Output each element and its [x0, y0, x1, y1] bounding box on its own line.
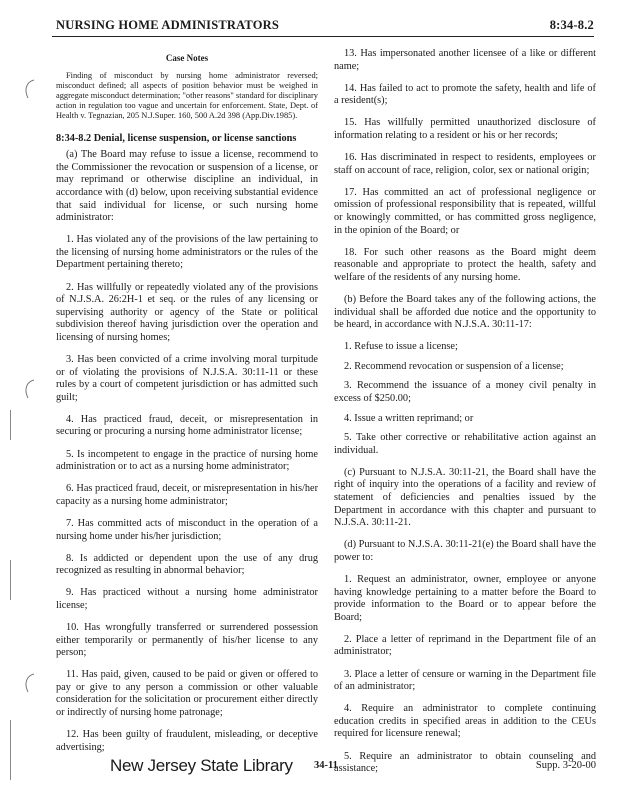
paragraph: 5. Is incompetent to engage in the practice of nursing home administration or to act as a nursing home administrator; — [56, 448, 318, 473]
punch-hole-mark-icon — [20, 378, 38, 402]
paragraph: 1. Refuse to issue a license; — [344, 341, 458, 353]
paragraph: 1. Request an administrator, owner, employee or anyone having knowledge pertaining to a matter before the Board to provide information to the Board or to appear before the Board; — [334, 574, 596, 623]
paragraph: (d) Pursuant to N.J.S.A. 30:11-21(e) the Board shall have the power to: — [334, 539, 596, 563]
margin-tick — [10, 410, 11, 440]
right-column — [334, 48, 596, 785]
paragraph: 3. Has been convicted of a crime involving moral turpitude or of violating the provisions of N.J.S.A. 30:11-11 or these rules by a court of competent jurisdiction or has admitted such guilt; — [56, 354, 318, 403]
paragraph: 2. Has willfully or repeatedly violated any of the provisions of N.J.S.A. 26:2H-1 et seq. or the rules of any licensing or supervising authority or agency of the State or political subdivision thereof having jurisdiction over the operation and licensing of nursing homes; — [56, 281, 318, 343]
section-heading: 8:34-8.2 Denial, license suspension, or license sanctions — [56, 132, 297, 144]
paragraph: 7. Has committed acts of misconduct in the operation of a nursing home under his/her jurisdiction; — [56, 517, 318, 542]
header-title: NURSING HOME ADMINISTRATORS — [56, 18, 280, 32]
paragraph: (c) Pursuant to N.J.S.A. 30:11-21, the Board shall have the right of inquiry into the operations of a facility and review of statement of deficiencies and penalties issued by the Department in accordance with this chapter and pursuant to N.J.S.A. 30:11-21. — [334, 466, 596, 529]
paragraph: 10. Has wrongfully transferred or surrendered possession either temporarily or permanently of his/her license to any person; — [56, 622, 318, 659]
paragraph: 18. For such other reasons as the Board might deem reasonable and appropriate to protect the health, safety and welfare of the residents of any nursing home. — [334, 246, 596, 283]
paragraph: 6. Has practiced fraud, deceit, or misrepresentation in his/her capacity as a nursing home administrator; — [56, 483, 318, 507]
paragraph: 2. Place a letter of reprimand in the Department file of an administrator; — [334, 633, 596, 658]
paragraph: 3. Recommend the issuance of a money civil penalty in excess of $250.00; — [334, 380, 596, 404]
left-column — [56, 48, 318, 764]
case-notes-body: Finding of misconduct by nursing home administrator reversed; misconduct defined; all aspects of position behavior must be weighed in aggregate misconduct determination; "other reasons" standard for disciplinary action in regulation too vague and uncertain for enforcement. State, Dept. of Health v. Tegnazian, 205 N.J.Super. 160, 500 A.2d 398 (App.Div.1985). — [56, 70, 318, 120]
paragraph: 8. Is addicted or dependent upon the use of any drug recognized as resulting in abnormal behavior; — [56, 552, 318, 577]
page-footer — [0, 752, 618, 784]
paragraph: 9. Has practiced without a nursing home administrator license; — [56, 587, 318, 611]
paragraph: 11. Has paid, given, caused to be paid or given or offered to pay or give to any person a commission or other valuable consideration for the solicitation or procurement either directly or indirectly of nursing home patronage; — [56, 669, 318, 719]
paragraph: 3. Place a letter of censure or warning in the Department file of an administrator; — [334, 668, 596, 693]
punch-hole-mark-icon — [20, 672, 38, 696]
punch-hole-mark-icon — [20, 78, 38, 102]
running-header — [52, 16, 594, 37]
paragraph: 1. Has violated any of the provisions of the law pertaining to the licensing of nursing home administrators or the rules of the Department pertaining thereto; — [56, 234, 318, 271]
paragraph: 13. Has impersonated another licensee of a like or different name; — [334, 48, 596, 72]
paragraph: 4. Require an administrator to complete continuing education credits in specified areas in addition to the CEUs required for licensure renewal; — [334, 703, 596, 740]
case-notes-title: Case Notes — [165, 53, 209, 63]
margin-tick — [10, 560, 11, 600]
supplement-date: Supp. 3-20-00 — [535, 760, 596, 771]
paragraph: 4. Issue a written reprimand; or — [344, 412, 474, 424]
paragraph: (b) Before the Board takes any of the following actions, the individual shall be afforded due notice and the opportunity to be heard, in accordance with N.J.S.A. 30:11-17: — [334, 293, 596, 331]
paragraph: 2. Recommend revocation or suspension of a license; — [344, 360, 564, 372]
header-section: 8:34-8.2 — [549, 18, 594, 32]
paragraph: 16. Has discriminated in respect to residents, employees or staff on account of race, religion, color, sex or national origin; — [334, 152, 596, 176]
library-stamp: New Jersey State Library — [110, 756, 293, 775]
paragraph: (a) The Board may refuse to issue a license, recommend to the Commissioner the revocation or suspension of a license, or may reprimand or otherwise discipline an individual, in accordance with (d) below, upon receiving substantial evidence that said individual for license, or such nursing home administrator: — [56, 149, 318, 224]
page-number: 34-11 — [314, 760, 338, 771]
paragraph: 5. Require an administrator to obtain counseling and assistance; — [334, 750, 596, 775]
binder-margin — [0, 0, 40, 800]
paragraph: 17. Has committed an act of professional negligence or omission of professional responsibility that is repeated, willful or knowingly committed, or has committed gross negligence, in the opinion of the Board; or — [334, 186, 596, 236]
paragraph: 4. Has practiced fraud, deceit, or misrepresentation in securing or procuring a nursing home administrator license; — [56, 413, 318, 438]
paragraph: 15. Has willfully permitted unauthorized disclosure of information relating to a resident or his or her records; — [334, 117, 596, 141]
paragraph: 5. Take other corrective or rehabilitative action against an individual. — [334, 432, 596, 456]
paragraph: 12. Has been guilty of fraudulent, misleading, or deceptive advertising; — [56, 729, 318, 753]
paragraph: 14. Has failed to act to promote the safety, health and life of a resident(s); — [334, 82, 596, 107]
